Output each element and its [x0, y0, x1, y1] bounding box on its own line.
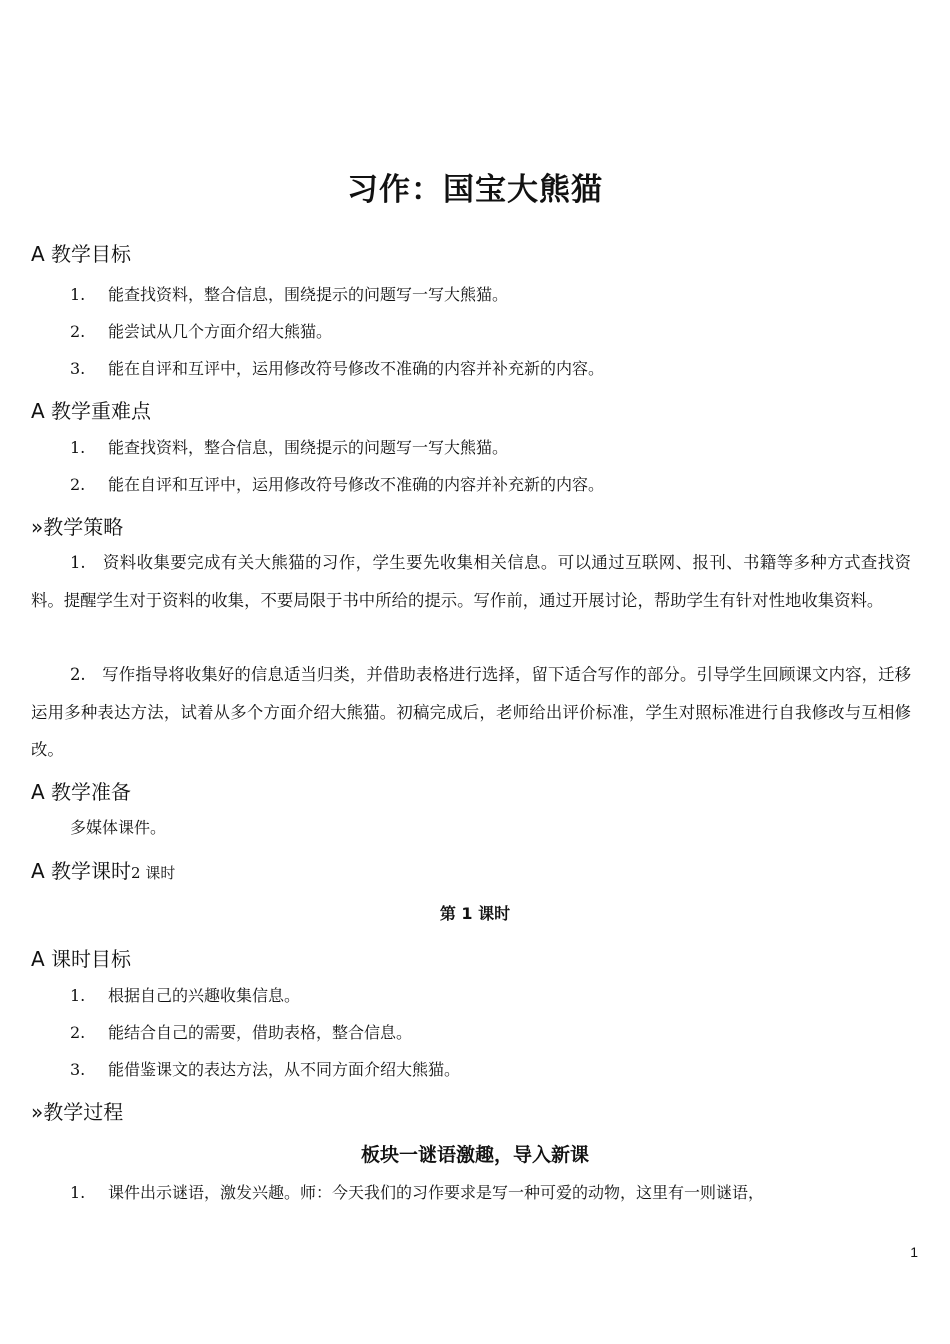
list-item-number: 2. — [70, 475, 86, 494]
list-item-number: 1. — [70, 438, 86, 457]
hours-label: A 教学课时 — [31, 859, 132, 883]
list-item-text: 能在自评和互评中，运用修改符号修改不准确的内容并补充新的内容。 — [108, 359, 605, 378]
strategy-paragraph: 2. 写作指导将收集好的信息适当归类，并借助表格进行选择，留下适合写作的部分。引导学生回顾课文内容，迁移运用多种表达方法，试着从多个方面介绍大熊猫。初稿完成后，老师给出评价标准，学生对照标准进行自我修改与互相修改。 — [31, 665, 911, 759]
section-heading-goals: A 教学目标 — [31, 242, 132, 266]
page-number: 1 — [910, 1244, 918, 1260]
list-item — [70, 984, 910, 1008]
list-item-text: 能借鉴课文的表达方法，从不同方面介绍大熊猫。 — [108, 1060, 461, 1079]
preparation-text: 多媒体课件。 — [70, 818, 167, 837]
list-item-number: 3. — [70, 1060, 86, 1079]
list-item-number: 2. — [70, 322, 86, 341]
list-item — [70, 436, 910, 460]
list-item-text: 能查找资料，整合信息，围绕提示的问题写一写大熊猫。 — [108, 285, 509, 304]
section-heading-preparation: A 教学准备 — [31, 780, 132, 804]
list-item-number: 1. — [70, 1183, 86, 1202]
list-item — [70, 357, 910, 381]
list-item — [70, 1058, 910, 1082]
block-title: 板块一谜语激趣，导入新课 — [360, 1144, 589, 1166]
list-item-text: 能查找资料，整合信息，围绕提示的问题写一写大熊猫。 — [108, 438, 509, 457]
list-item-number: 2. — [70, 1023, 86, 1042]
section-heading-process: »教学过程 — [31, 1100, 124, 1124]
list-item — [70, 320, 910, 344]
list-item-text: 根据自己的兴趣收集信息。 — [108, 986, 301, 1005]
list-item-text: 能在自评和互评中，运用修改符号修改不准确的内容并补充新的内容。 — [108, 475, 605, 494]
hours-value: 2 课时 — [131, 864, 176, 882]
list-item-number: 1. — [70, 986, 86, 1005]
section-heading-keypoints: A 教学重难点 — [31, 399, 152, 423]
list-item-number: 1. — [70, 285, 86, 304]
list-item-number: 3. — [70, 359, 86, 378]
section-heading-hours — [31, 857, 175, 887]
strategy-paragraph: 1. 资料收集要完成有关大熊猫的习作，学生要先收集相关信息。可以通过互联网、报刊、书籍等多种方式查找资料。提醒学生对于资料的收集，不要局限于书中所给的提示。写作前，通过开展讨论，帮助学生有针对性地收集资料。 — [31, 553, 911, 610]
list-item-text: 能结合自己的需要，借助表格，整合信息。 — [108, 1023, 413, 1042]
section-heading-strategy: »教学策略 — [31, 515, 124, 539]
list-item — [70, 473, 910, 497]
page-title: 习作：国宝大熊猫 — [347, 172, 603, 208]
list-item — [70, 283, 910, 307]
list-item — [70, 1021, 910, 1045]
section-heading-lesson-goals: A 课时目标 — [31, 947, 132, 971]
list-item — [70, 1181, 910, 1205]
lesson-heading: 第 1 课时 — [439, 904, 511, 923]
list-item-text: 能尝试从几个方面介绍大熊猫。 — [108, 322, 333, 341]
list-item-text: 课件出示谜语，激发兴趣。师：今天我们的习作要求是写一种可爱的动物，这里有一则谜语， — [108, 1183, 765, 1202]
